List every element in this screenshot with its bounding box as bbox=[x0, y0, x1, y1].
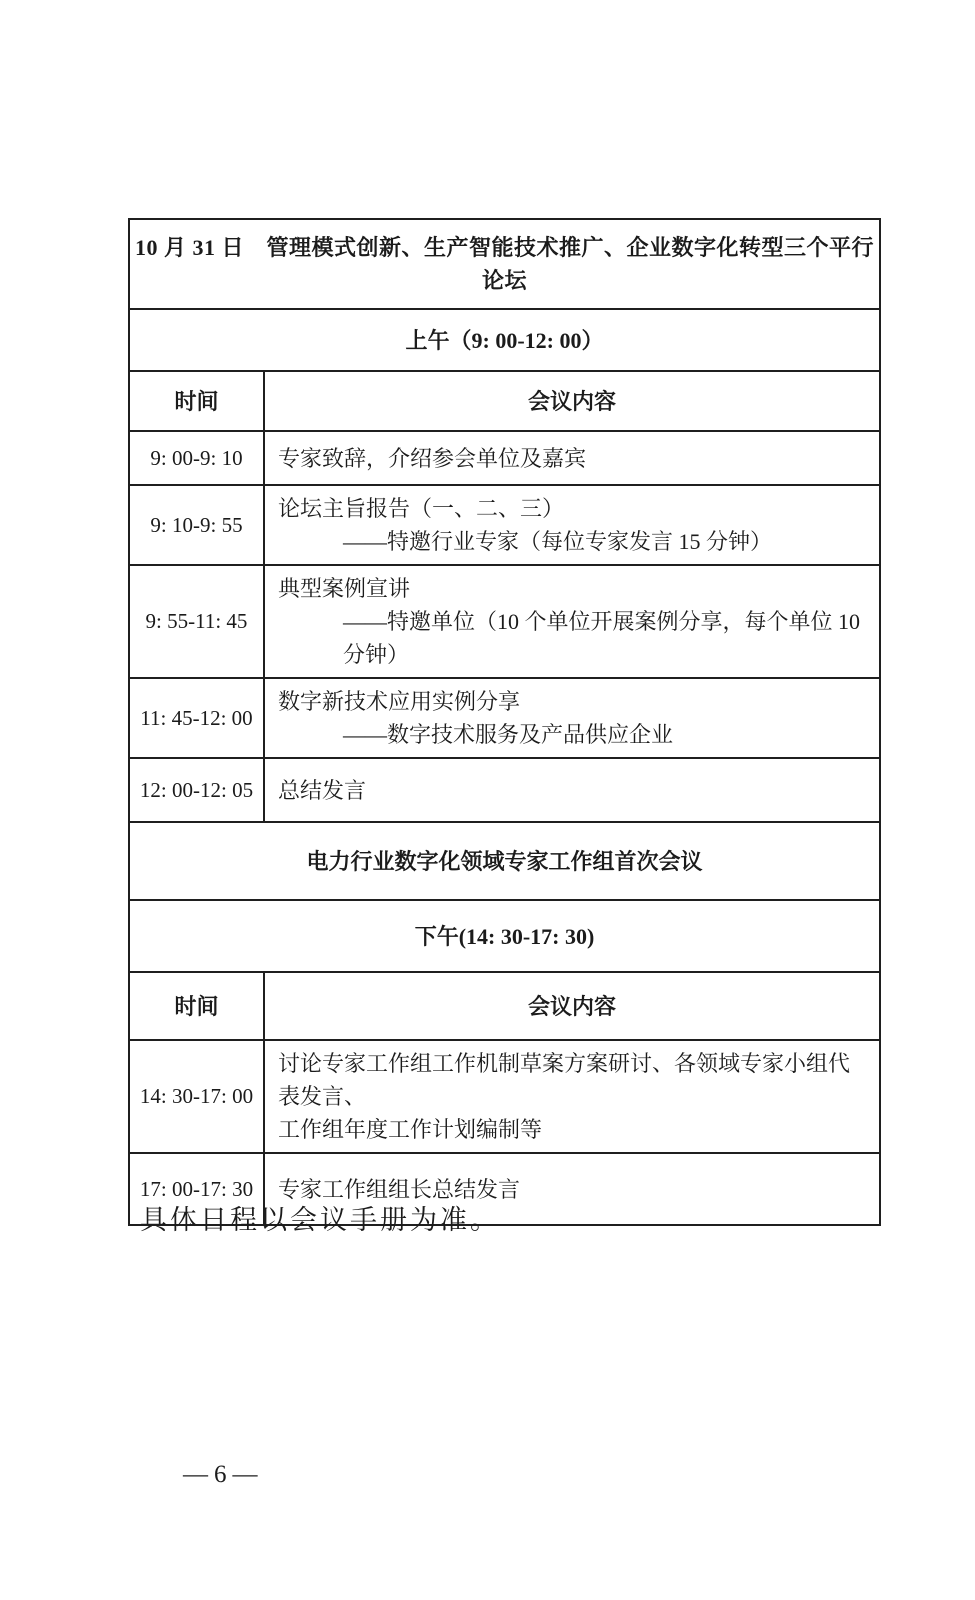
content-cell bbox=[264, 1040, 880, 1153]
schedule-row bbox=[129, 565, 880, 678]
content-column-header: 会议内容 bbox=[264, 972, 880, 1040]
footer-note: 具体日程以会议手册为准。 bbox=[140, 1205, 500, 1235]
time-cell: 9: 55-11: 45 bbox=[129, 565, 264, 678]
time-cell: 12: 00-12: 05 bbox=[129, 758, 264, 822]
content-line-2: ——特邀行业专家（每位专家发言 15 分钟） bbox=[343, 529, 773, 554]
schedule-row bbox=[129, 758, 880, 822]
content-line-1: 专家致辞，介绍参会单位及嘉宾 bbox=[278, 445, 587, 471]
schedule-table bbox=[128, 218, 881, 1226]
afternoon-session-row bbox=[129, 900, 880, 972]
content-line-1: 专家工作组组长总结发言 bbox=[278, 1176, 521, 1202]
time-column-header: 时间 bbox=[129, 972, 264, 1040]
schedule-row bbox=[129, 678, 880, 758]
time-cell: 11: 45-12: 00 bbox=[129, 678, 264, 758]
forum-title-row bbox=[129, 219, 880, 309]
time-cell: 9: 00-9: 10 bbox=[129, 431, 264, 485]
content-line-1: 典型案例宣讲 bbox=[278, 576, 411, 601]
time-cell: 14: 30-17: 00 bbox=[129, 1040, 264, 1153]
time-column-header: 时间 bbox=[129, 371, 264, 431]
schedule-row bbox=[129, 1040, 880, 1153]
content-line-1: 总结发言 bbox=[278, 777, 367, 803]
schedule-row bbox=[129, 431, 880, 485]
content-line-2: 工作组年度工作计划编制等 bbox=[278, 1117, 543, 1142]
schedule-row bbox=[129, 485, 880, 565]
forum-title: 10 月 31 日 管理模式创新、生产智能技术推广、企业数字化转型三个平行论坛 bbox=[129, 219, 880, 309]
content-cell bbox=[264, 758, 880, 822]
time-cell: 17: 00-17: 30 bbox=[129, 1153, 264, 1225]
time-cell: 9: 10-9: 55 bbox=[129, 485, 264, 565]
content-cell bbox=[264, 431, 880, 485]
content-line-1: 数字新技术应用实例分享 bbox=[278, 689, 521, 714]
afternoon-session-label: 下午(14: 30-17: 30) bbox=[129, 900, 880, 972]
morning-session-label: 上午（9: 00-12: 00） bbox=[129, 309, 880, 371]
afternoon-column-header-row bbox=[129, 972, 880, 1040]
content-line-2: ——特邀单位（10 个单位开展案例分享，每个单位 10 分钟） bbox=[343, 609, 861, 667]
expert-meeting-title: 电力行业数字化领域专家工作组首次会议 bbox=[129, 822, 880, 900]
content-cell bbox=[264, 565, 880, 678]
content-cell bbox=[264, 678, 880, 758]
content-line-1: 论坛主旨报告（一、二、三） bbox=[278, 496, 565, 521]
page-number: —6— bbox=[183, 1461, 264, 1488]
content-line-1: 讨论专家工作组工作机制草案方案研讨、各领域专家小组代表发言、 bbox=[278, 1051, 851, 1109]
content-cell bbox=[264, 485, 880, 565]
expert-meeting-title-row bbox=[129, 822, 880, 900]
morning-session-row bbox=[129, 309, 880, 371]
morning-column-header-row bbox=[129, 371, 880, 431]
content-column-header: 会议内容 bbox=[264, 371, 880, 431]
content-line-2: ——数字技术服务及产品供应企业 bbox=[343, 722, 674, 747]
